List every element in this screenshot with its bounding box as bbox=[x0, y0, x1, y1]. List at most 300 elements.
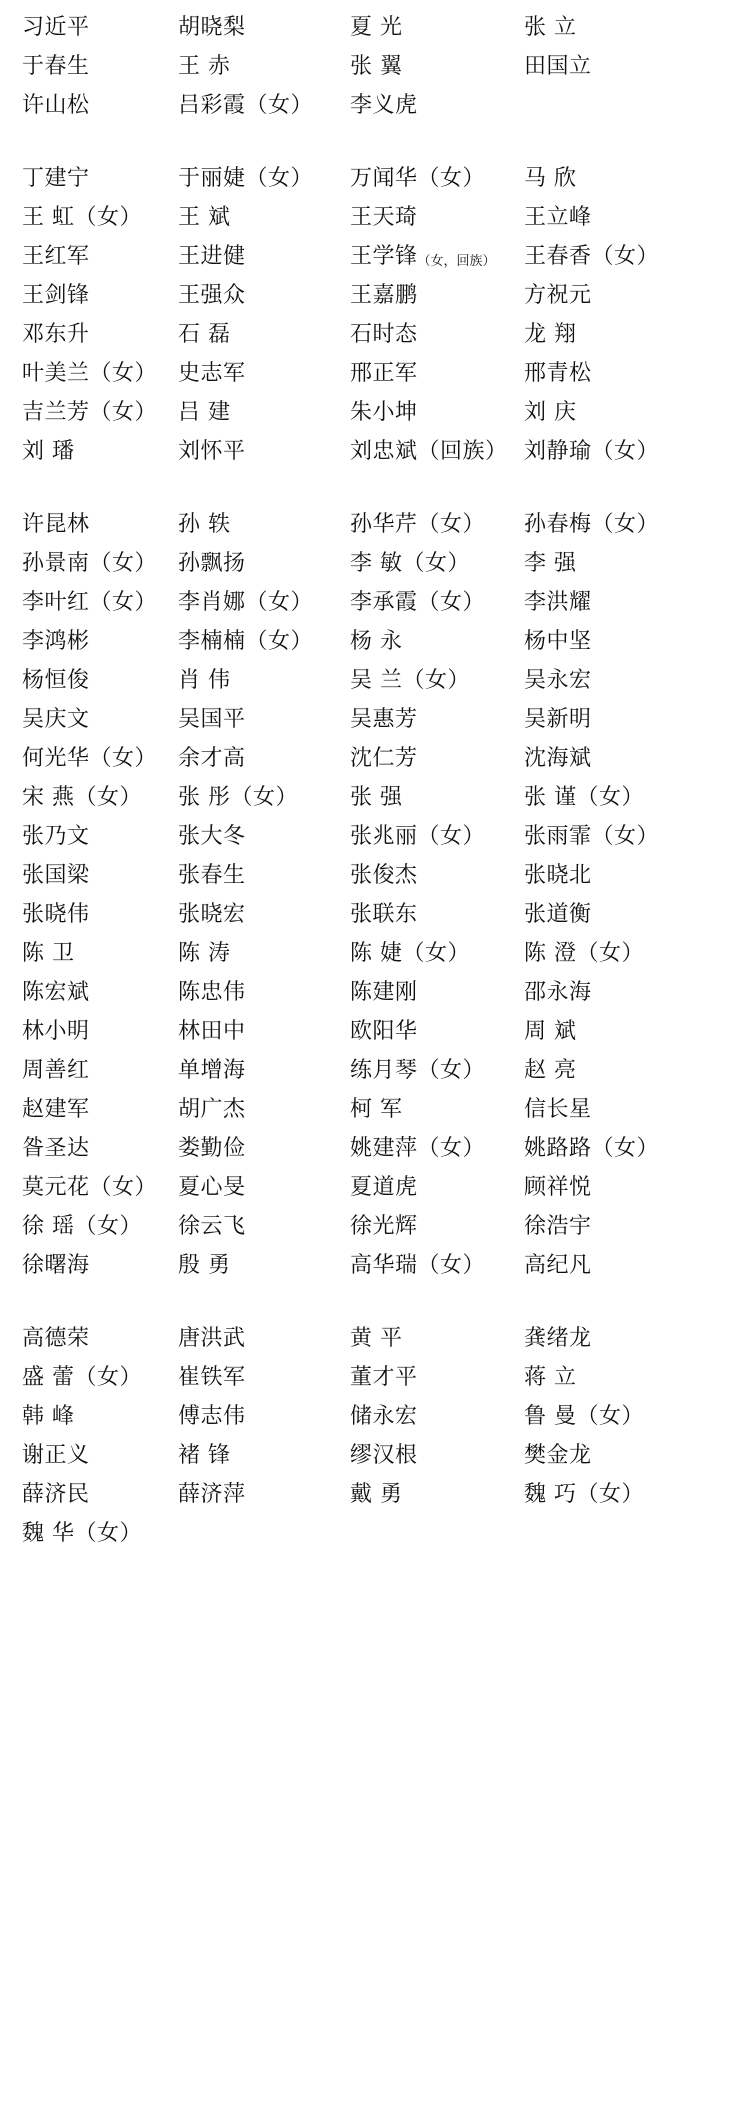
name-cell bbox=[340, 1403, 516, 1429]
name-cell bbox=[168, 1442, 340, 1468]
name-row bbox=[18, 159, 732, 198]
person-name: 张 彤（女） bbox=[178, 784, 298, 810]
person-name: 张俊杰 bbox=[350, 862, 418, 888]
person-name: 肖 伟 bbox=[178, 667, 231, 693]
person-name: 刘静瑜（女） bbox=[524, 438, 660, 464]
person-name: 徐曙海 bbox=[22, 1252, 90, 1278]
person-name: 吉兰芳（女） bbox=[22, 399, 158, 425]
name-row bbox=[18, 895, 732, 934]
name-cell bbox=[340, 399, 516, 425]
name-cell bbox=[18, 282, 168, 308]
person-name: 姚路路（女） bbox=[524, 1135, 660, 1161]
name-cell bbox=[516, 706, 716, 732]
name-cell bbox=[340, 438, 516, 464]
name-cell bbox=[516, 1057, 716, 1083]
name-cell bbox=[18, 1325, 168, 1351]
name-cell bbox=[168, 53, 340, 79]
name-cell bbox=[340, 1442, 516, 1468]
name-cell bbox=[168, 92, 340, 118]
person-name: 张晓伟 bbox=[22, 901, 90, 927]
person-name: 练月琴（女） bbox=[350, 1057, 486, 1083]
person-name: 孙春梅（女） bbox=[524, 511, 660, 537]
person-name: 叶美兰（女） bbox=[22, 360, 158, 386]
name-cell bbox=[340, 667, 516, 693]
person-name: 王天琦 bbox=[350, 204, 418, 230]
name-row bbox=[18, 1051, 732, 1090]
name-cell bbox=[516, 1018, 716, 1044]
name-cell bbox=[18, 550, 168, 576]
name-cell bbox=[516, 1364, 716, 1390]
name-row bbox=[18, 1246, 732, 1285]
person-name: 张晓宏 bbox=[178, 901, 246, 927]
name-cell bbox=[18, 438, 168, 464]
person-name: 褚 锋 bbox=[178, 1442, 231, 1468]
name-cell bbox=[168, 940, 340, 966]
person-name: 孙 轶 bbox=[178, 511, 231, 537]
person-name: 杨 永 bbox=[350, 628, 403, 654]
person-name: 陈 婕（女） bbox=[350, 940, 470, 966]
name-cell bbox=[168, 1135, 340, 1161]
person-name: 李 强 bbox=[524, 550, 577, 576]
person-name: 石时态 bbox=[350, 321, 418, 347]
name-cell bbox=[516, 14, 716, 40]
name-cell bbox=[18, 589, 168, 615]
person-name: 胡晓梨 bbox=[178, 14, 246, 40]
name-cell bbox=[18, 1481, 168, 1507]
person-name: 王红军 bbox=[22, 243, 90, 269]
name-cell bbox=[516, 438, 716, 464]
name-cell bbox=[168, 204, 340, 230]
person-name: 张乃文 bbox=[22, 823, 90, 849]
name-cell bbox=[168, 667, 340, 693]
person-name: 张雨霏（女） bbox=[524, 823, 660, 849]
name-cell bbox=[516, 1252, 716, 1278]
name-cell bbox=[340, 1325, 516, 1351]
group-separator bbox=[18, 1285, 732, 1319]
person-name: 何光华（女） bbox=[22, 745, 158, 771]
name-row bbox=[18, 1168, 732, 1207]
person-name: 黄 平 bbox=[350, 1325, 403, 1351]
name-cell bbox=[340, 1252, 516, 1278]
person-name: 杨中坚 bbox=[524, 628, 592, 654]
person-name: 高纪凡 bbox=[524, 1252, 592, 1278]
person-name: 余才高 bbox=[178, 745, 246, 771]
name-row bbox=[18, 934, 732, 973]
name-cell bbox=[516, 53, 716, 79]
name-cell bbox=[340, 589, 516, 615]
name-cell bbox=[340, 53, 516, 79]
name-row bbox=[18, 1012, 732, 1051]
name-cell bbox=[18, 667, 168, 693]
person-name: 吴 兰（女） bbox=[350, 667, 470, 693]
person-name: 吴国平 bbox=[178, 706, 246, 732]
name-cell bbox=[18, 901, 168, 927]
person-name: 徐 瑶（女） bbox=[22, 1213, 142, 1239]
name-cell bbox=[516, 784, 716, 810]
name-cell bbox=[340, 862, 516, 888]
name-row bbox=[18, 432, 732, 471]
name-cell bbox=[340, 1481, 516, 1507]
name-cell bbox=[516, 1325, 716, 1351]
person-name: 张兆丽（女） bbox=[350, 823, 486, 849]
person-name: 王剑锋 bbox=[22, 282, 90, 308]
person-name: 刘 璠 bbox=[22, 438, 75, 464]
name-cell bbox=[18, 706, 168, 732]
name-row bbox=[18, 86, 732, 125]
name-cell bbox=[168, 706, 340, 732]
person-name: 邢正军 bbox=[350, 360, 418, 386]
person-name: 王 斌 bbox=[178, 204, 231, 230]
person-name: 王嘉鹏 bbox=[350, 282, 418, 308]
group-separator bbox=[18, 471, 732, 505]
person-name: 万闻华（女） bbox=[350, 165, 486, 191]
person-name: 许山松 bbox=[22, 92, 90, 118]
name-group bbox=[18, 1319, 732, 1553]
person-name: 赵建军 bbox=[22, 1096, 90, 1122]
person-name: 孙华芹（女） bbox=[350, 511, 486, 537]
person-name: 高华瑞（女） bbox=[350, 1252, 486, 1278]
person-name: 杨恒俊 bbox=[22, 667, 90, 693]
person-name: 柯 军 bbox=[350, 1096, 403, 1122]
person-name: 张道衡 bbox=[524, 901, 592, 927]
name-cell bbox=[340, 901, 516, 927]
name-cell bbox=[18, 1364, 168, 1390]
name-cell bbox=[18, 1057, 168, 1083]
person-name: 周 斌 bbox=[524, 1018, 577, 1044]
name-cell bbox=[18, 1213, 168, 1239]
name-cell bbox=[18, 1442, 168, 1468]
name-cell bbox=[168, 399, 340, 425]
name-cell bbox=[18, 1135, 168, 1161]
person-name: 林田中 bbox=[178, 1018, 246, 1044]
person-name: 马 欣 bbox=[524, 165, 577, 191]
name-cell bbox=[168, 1174, 340, 1200]
name-cell bbox=[340, 979, 516, 1005]
person-name: 薛济萍 bbox=[178, 1481, 246, 1507]
name-cell bbox=[516, 1442, 716, 1468]
name-cell bbox=[340, 14, 516, 40]
person-name: 信长星 bbox=[524, 1096, 592, 1122]
name-cell bbox=[18, 1174, 168, 1200]
person-name: 蒋 立 bbox=[524, 1364, 577, 1390]
name-cell bbox=[18, 862, 168, 888]
person-name: 邢青松 bbox=[524, 360, 592, 386]
name-cell bbox=[516, 589, 716, 615]
name-cell bbox=[340, 1174, 516, 1200]
name-cell bbox=[516, 628, 716, 654]
name-row bbox=[18, 8, 732, 47]
name-cell bbox=[516, 823, 716, 849]
name-cell bbox=[340, 1213, 516, 1239]
name-cell bbox=[168, 1403, 340, 1429]
name-row bbox=[18, 1319, 732, 1358]
name-row bbox=[18, 739, 732, 778]
person-name: 谢正义 bbox=[22, 1442, 90, 1468]
name-row bbox=[18, 1207, 732, 1246]
name-cell bbox=[18, 53, 168, 79]
name-cell bbox=[516, 399, 716, 425]
person-name: 方祝元 bbox=[524, 282, 592, 308]
person-name: 盛 蕾（女） bbox=[22, 1364, 142, 1390]
person-name: 张 立 bbox=[524, 14, 577, 40]
name-cell bbox=[168, 823, 340, 849]
person-name: 刘忠斌（回族） bbox=[350, 438, 508, 464]
name-cell bbox=[168, 438, 340, 464]
person-name: 刘 庆 bbox=[524, 399, 577, 425]
name-cell bbox=[168, 745, 340, 771]
person-name: 周善红 bbox=[22, 1057, 90, 1083]
person-name: 王进健 bbox=[178, 243, 246, 269]
person-name: 胡广杰 bbox=[178, 1096, 246, 1122]
person-name: 田国立 bbox=[524, 53, 592, 79]
person-name: 薛济民 bbox=[22, 1481, 90, 1507]
name-cell bbox=[340, 243, 516, 269]
name-cell bbox=[516, 321, 716, 347]
name-row bbox=[18, 393, 732, 432]
name-cell bbox=[340, 706, 516, 732]
person-name: 王强众 bbox=[178, 282, 246, 308]
person-name: 顾祥悦 bbox=[524, 1174, 592, 1200]
name-cell bbox=[340, 745, 516, 771]
name-row bbox=[18, 583, 732, 622]
name-cell bbox=[168, 511, 340, 537]
name-cell bbox=[516, 282, 716, 308]
name-cell bbox=[168, 1325, 340, 1351]
name-row bbox=[18, 856, 732, 895]
name-cell bbox=[516, 165, 716, 191]
name-cell bbox=[516, 901, 716, 927]
person-name: 张联东 bbox=[350, 901, 418, 927]
person-name: 戴 勇 bbox=[350, 1481, 403, 1507]
person-name: 徐浩宇 bbox=[524, 1213, 592, 1239]
name-cell bbox=[516, 1096, 716, 1122]
name-cell bbox=[168, 628, 340, 654]
person-name: 莫元花（女） bbox=[22, 1174, 158, 1200]
name-cell bbox=[168, 321, 340, 347]
name-cell bbox=[516, 204, 716, 230]
person-name: 韩 峰 bbox=[22, 1403, 75, 1429]
name-cell bbox=[340, 1364, 516, 1390]
name-cell bbox=[18, 1403, 168, 1429]
name-cell bbox=[340, 282, 516, 308]
name-cell bbox=[168, 901, 340, 927]
name-cell bbox=[18, 511, 168, 537]
person-name: 徐云飞 bbox=[178, 1213, 246, 1239]
person-note: （女，回族） bbox=[417, 253, 496, 269]
name-cell bbox=[18, 979, 168, 1005]
name-cell bbox=[18, 940, 168, 966]
name-row bbox=[18, 622, 732, 661]
name-row bbox=[18, 1397, 732, 1436]
name-row bbox=[18, 661, 732, 700]
person-name: 陈 卫 bbox=[22, 940, 75, 966]
name-row bbox=[18, 544, 732, 583]
person-name: 殷 勇 bbox=[178, 1252, 231, 1278]
person-name: 邓东升 bbox=[22, 321, 90, 347]
person-name: 孙飘扬 bbox=[178, 550, 246, 576]
person-name: 吴永宏 bbox=[524, 667, 592, 693]
person-name: 李承霞（女） bbox=[350, 589, 486, 615]
name-cell bbox=[516, 1403, 716, 1429]
person-name: 夏心旻 bbox=[178, 1174, 246, 1200]
person-name: 石 磊 bbox=[178, 321, 231, 347]
name-cell bbox=[168, 165, 340, 191]
name-cell bbox=[18, 204, 168, 230]
person-name: 于丽婕（女） bbox=[178, 165, 314, 191]
person-name: 张晓北 bbox=[524, 862, 592, 888]
name-row bbox=[18, 47, 732, 86]
name-cell bbox=[168, 1057, 340, 1083]
name-cell bbox=[340, 360, 516, 386]
name-cell bbox=[516, 667, 716, 693]
person-name: 赵 亮 bbox=[524, 1057, 577, 1083]
person-name: 张春生 bbox=[178, 862, 246, 888]
name-cell bbox=[168, 1364, 340, 1390]
name-row bbox=[18, 1436, 732, 1475]
name-cell bbox=[18, 243, 168, 269]
name-cell bbox=[340, 823, 516, 849]
person-name: 王 虹（女） bbox=[22, 204, 142, 230]
name-cell bbox=[340, 1096, 516, 1122]
person-name: 张 翼 bbox=[350, 53, 403, 79]
person-name: 习近平 bbox=[22, 14, 90, 40]
person-name: 李洪耀 bbox=[524, 589, 592, 615]
name-row bbox=[18, 778, 732, 817]
name-row bbox=[18, 237, 732, 276]
name-cell bbox=[516, 511, 716, 537]
person-name: 吴新明 bbox=[524, 706, 592, 732]
person-name: 李 敏（女） bbox=[350, 550, 470, 576]
person-name: 夏 光 bbox=[350, 14, 403, 40]
person-name: 吕 建 bbox=[178, 399, 231, 425]
name-cell bbox=[18, 360, 168, 386]
person-name: 樊金龙 bbox=[524, 1442, 592, 1468]
name-cell bbox=[516, 1135, 716, 1161]
person-name: 傅志伟 bbox=[178, 1403, 246, 1429]
name-cell bbox=[168, 862, 340, 888]
name-cell bbox=[168, 14, 340, 40]
name-cell bbox=[18, 399, 168, 425]
person-name: 宋 燕（女） bbox=[22, 784, 142, 810]
person-name: 李肖娜（女） bbox=[178, 589, 314, 615]
person-name: 许昆林 bbox=[22, 511, 90, 537]
name-cell bbox=[168, 282, 340, 308]
name-cell bbox=[168, 360, 340, 386]
group-separator bbox=[18, 125, 732, 159]
person-name: 王立峰 bbox=[524, 204, 592, 230]
person-name: 朱小坤 bbox=[350, 399, 418, 425]
name-cell bbox=[340, 940, 516, 966]
name-cell bbox=[516, 1174, 716, 1200]
name-row bbox=[18, 1358, 732, 1397]
name-cell bbox=[340, 550, 516, 576]
person-name: 张国梁 bbox=[22, 862, 90, 888]
name-cell bbox=[18, 14, 168, 40]
person-name: 史志军 bbox=[178, 360, 246, 386]
name-cell bbox=[18, 165, 168, 191]
name-row bbox=[18, 973, 732, 1012]
name-cell bbox=[340, 628, 516, 654]
person-name: 崔铁军 bbox=[178, 1364, 246, 1390]
name-cell bbox=[340, 1135, 516, 1161]
person-name: 陈宏斌 bbox=[22, 979, 90, 1005]
name-cell bbox=[516, 1481, 716, 1507]
person-name: 魏 巧（女） bbox=[524, 1481, 644, 1507]
person-name: 陈忠伟 bbox=[178, 979, 246, 1005]
name-cell bbox=[18, 1096, 168, 1122]
person-name: 丁建宁 bbox=[22, 165, 90, 191]
name-row bbox=[18, 505, 732, 544]
name-row bbox=[18, 1514, 732, 1553]
name-row bbox=[18, 1129, 732, 1168]
name-row bbox=[18, 198, 732, 237]
name-cell bbox=[516, 862, 716, 888]
name-cell bbox=[168, 979, 340, 1005]
name-row bbox=[18, 700, 732, 739]
name-cell bbox=[18, 784, 168, 810]
person-name: 李鸿彬 bbox=[22, 628, 90, 654]
name-cell bbox=[168, 1252, 340, 1278]
name-cell bbox=[516, 243, 716, 269]
person-name: 高德荣 bbox=[22, 1325, 90, 1351]
person-name: 孙景南（女） bbox=[22, 550, 158, 576]
person-name: 储永宏 bbox=[350, 1403, 418, 1429]
name-row bbox=[18, 276, 732, 315]
name-cell bbox=[168, 589, 340, 615]
person-name: 张大冬 bbox=[178, 823, 246, 849]
name-cell bbox=[340, 92, 516, 118]
name-cell bbox=[18, 1520, 168, 1546]
person-name: 王 赤 bbox=[178, 53, 231, 79]
person-name: 董才平 bbox=[350, 1364, 418, 1390]
person-name: 姚建萍（女） bbox=[350, 1135, 486, 1161]
name-cell bbox=[516, 940, 716, 966]
person-name: 李叶红（女） bbox=[22, 589, 158, 615]
name-cell bbox=[18, 1018, 168, 1044]
person-name: 沈仁芳 bbox=[350, 745, 418, 771]
name-cell bbox=[168, 1018, 340, 1044]
name-row bbox=[18, 1475, 732, 1514]
person-name: 刘怀平 bbox=[178, 438, 246, 464]
person-name: 邵永海 bbox=[524, 979, 592, 1005]
name-cell bbox=[516, 745, 716, 771]
name-cell bbox=[340, 165, 516, 191]
name-cell bbox=[168, 1213, 340, 1239]
person-name: 鲁 曼（女） bbox=[524, 1403, 644, 1429]
name-row bbox=[18, 354, 732, 393]
name-cell bbox=[340, 784, 516, 810]
person-name: 娄勤俭 bbox=[178, 1135, 246, 1161]
name-cell bbox=[516, 360, 716, 386]
name-cell bbox=[516, 979, 716, 1005]
person-name: 单增海 bbox=[178, 1057, 246, 1083]
person-name: 欧阳华 bbox=[350, 1018, 418, 1044]
person-name: 于春生 bbox=[22, 53, 90, 79]
name-cell bbox=[168, 1096, 340, 1122]
person-name: 陈建刚 bbox=[350, 979, 418, 1005]
name-cell bbox=[340, 321, 516, 347]
name-cell bbox=[18, 628, 168, 654]
person-name: 吴惠芳 bbox=[350, 706, 418, 732]
person-name: 张 强 bbox=[350, 784, 403, 810]
person-name: 魏 华（女） bbox=[22, 1520, 142, 1546]
name-cell bbox=[516, 1213, 716, 1239]
person-name: 龚绪龙 bbox=[524, 1325, 592, 1351]
person-name: 昝圣达 bbox=[22, 1135, 90, 1161]
person-name: 吴庆文 bbox=[22, 706, 90, 732]
name-cell bbox=[340, 1018, 516, 1044]
name-row bbox=[18, 817, 732, 856]
